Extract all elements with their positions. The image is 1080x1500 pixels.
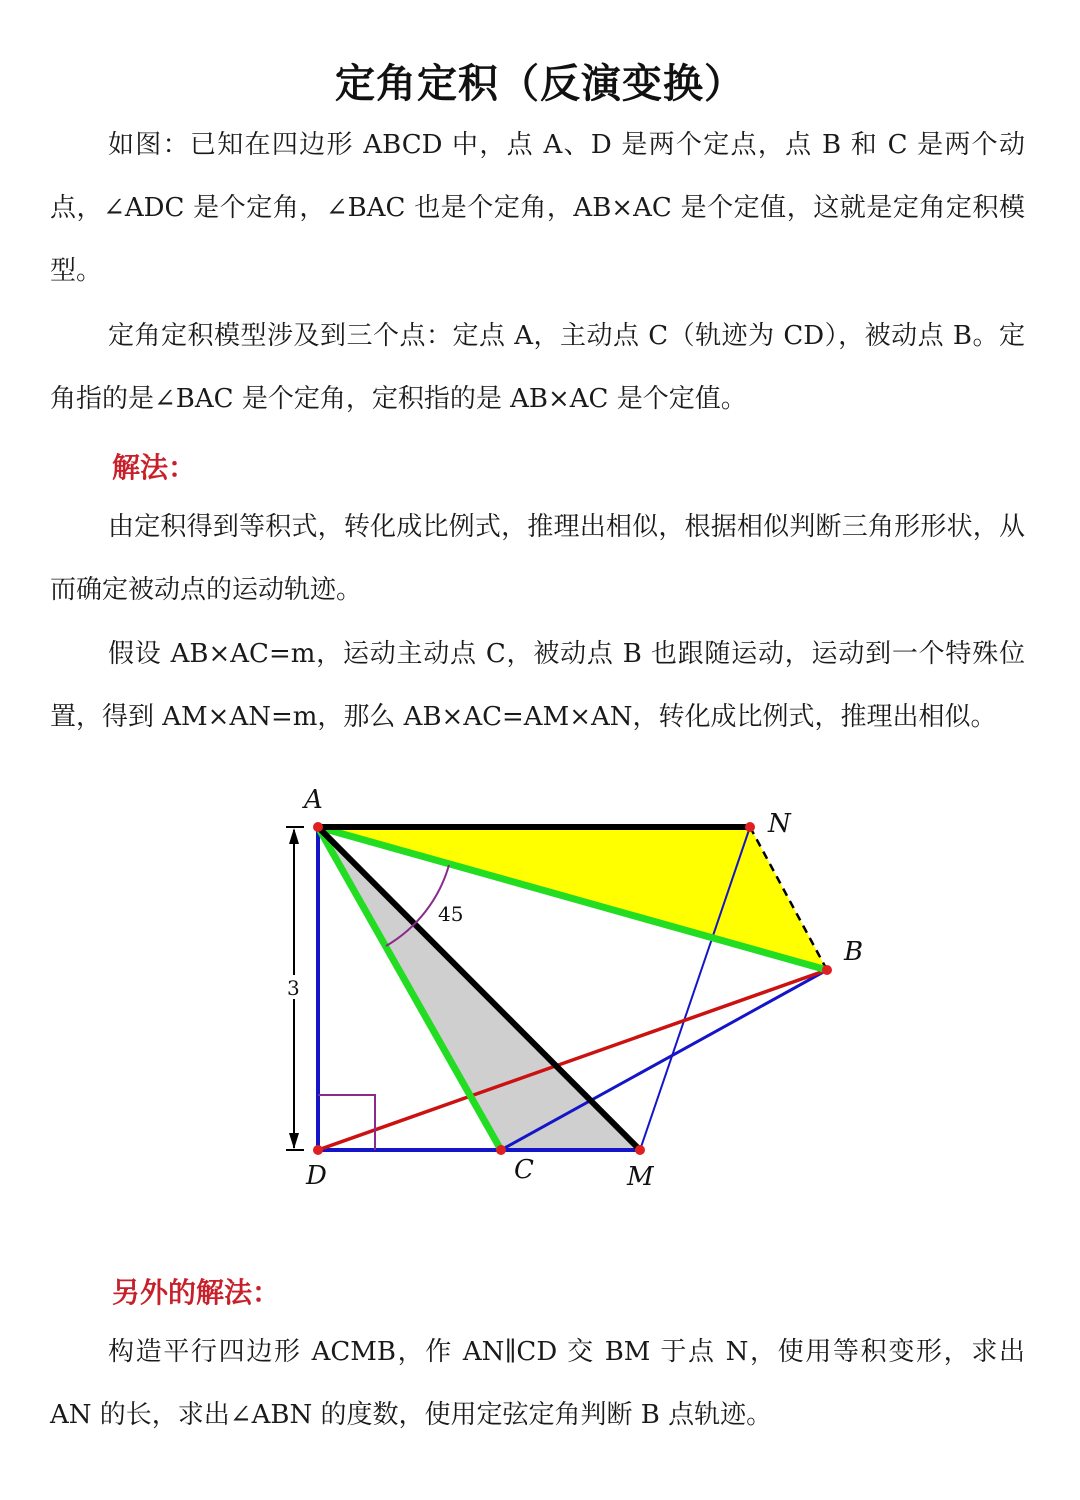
intro-paragraph-2: 定角定积模型涉及到三个点：定点 A，主动点 C（轨迹为 CD），被动点 B。定角指的是∠BAC 是个定角，定积指的是 AB×AC 是个定值。 xyxy=(50,321,1025,414)
alt-solution-paragraph: 构造平行四边形 ACMB，作 AN∥CD 交 BM 于点 N，使用等积变形，求出 AN 的长，求出∠ABN 的度数，使用定弦定角判断 B 点轨迹。 xyxy=(50,1337,1025,1430)
label-m: M xyxy=(627,1162,654,1192)
point-d xyxy=(313,1145,323,1155)
point-c xyxy=(496,1145,506,1155)
alt-solution-heading: 另外的解法： xyxy=(112,1276,281,1309)
solution-heading: 解法： xyxy=(112,451,197,484)
label-a: A xyxy=(304,785,323,815)
label-b: B xyxy=(844,937,864,967)
angle-label: 45 xyxy=(438,902,464,926)
dimension-arrow-bottom xyxy=(289,1133,299,1149)
label-d: D xyxy=(306,1161,327,1191)
geometry-figure xyxy=(270,780,890,1200)
side-label: 3 xyxy=(287,976,300,1000)
point-a xyxy=(313,822,323,832)
page-title: 定角定积（反演变换） xyxy=(335,61,745,107)
label-c: C xyxy=(514,1155,534,1185)
point-b xyxy=(822,965,832,975)
label-n: N xyxy=(768,809,791,839)
intro-paragraph-1: 如图：已知在四边形 ABCD 中，点 A、D 是两个定点，点 B 和 C 是两个动点，∠ADC 是个定角，∠BAC 也是个定角，AB×AC 是个定值，这就是定角定积模型。 xyxy=(50,130,1025,286)
solution-paragraph-2: 假设 AB×AC=m，运动主动点 C，被动点 B 也跟随运动，运动到一个特殊位置，得到 AM×AN=m，那么 AB×AC=AM×AN，转化成比例式，推理出相似。 xyxy=(50,639,1025,732)
dimension-arrow-top xyxy=(289,828,299,844)
point-m xyxy=(635,1145,645,1155)
point-n xyxy=(745,822,755,832)
solution-paragraph-1: 由定积得到等积式，转化成比例式，推理出相似，根据相似判断三角形形状，从而确定被动点的运动轨迹。 xyxy=(50,512,1025,605)
